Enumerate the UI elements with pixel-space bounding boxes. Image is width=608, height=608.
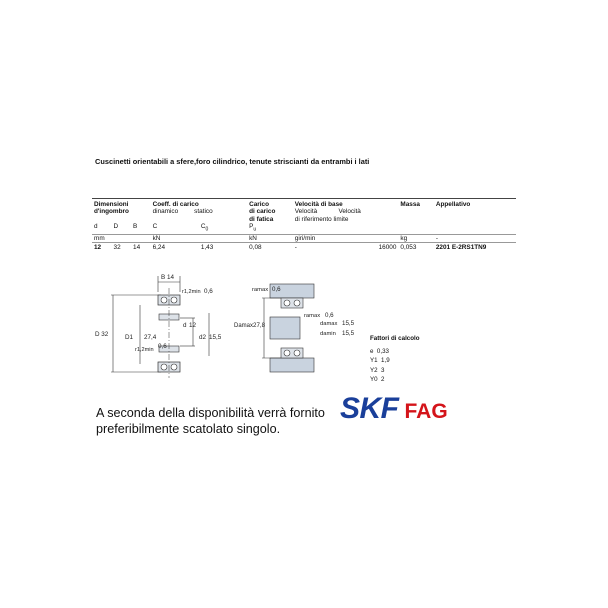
- val-mass: 0,053: [400, 244, 417, 252]
- label-r12min: r1,2min: [182, 289, 201, 295]
- sym-C: C: [152, 223, 158, 231]
- label-D1: D1: [125, 334, 134, 341]
- table-units-row: [92, 234, 516, 242]
- ball: [171, 297, 177, 303]
- shaft: [270, 317, 300, 339]
- label-B: B 14: [161, 274, 174, 281]
- label-d: d: [183, 322, 187, 329]
- label-d-value: 12: [189, 322, 197, 329]
- factor-y0: Y0 2: [370, 376, 385, 383]
- table-header-row: [92, 199, 516, 224]
- unit-designation: -: [434, 234, 516, 242]
- col-speed: Velocità di base Velocità Velocità di riferimento limite: [293, 199, 399, 224]
- brand-logos: [340, 392, 448, 426]
- ball: [171, 364, 177, 370]
- label-D: D 32: [95, 331, 109, 338]
- val-C0: 1,43: [200, 244, 214, 252]
- ball: [284, 350, 290, 356]
- unit-speed: giri/min: [293, 234, 399, 242]
- col-designation: Appellativo: [434, 199, 516, 224]
- availability-note: [96, 405, 325, 437]
- label-damax-value: 15,5: [342, 320, 355, 327]
- label-damin: damin: [320, 331, 336, 337]
- col-mass: Massa: [398, 199, 433, 224]
- label-Damax: Damax: [234, 323, 254, 329]
- label-damax: damax: [320, 321, 338, 327]
- page-title: Cuscinetti orientabili a sfere,foro cilindrico, tenute striscianti da entrambi i lati: [95, 157, 370, 166]
- ball: [284, 300, 290, 306]
- table-row: [92, 243, 516, 252]
- label-r12min-bottom: r1,2min: [135, 347, 154, 353]
- val-B: 14: [133, 244, 141, 252]
- mounting-dimensions-drawing: [232, 276, 362, 380]
- label-Damax-value: 27,8: [253, 322, 266, 329]
- factor-e: e 0,33: [370, 347, 389, 355]
- skf-logo: SKF: [340, 392, 399, 425]
- unit-mass: kg: [398, 234, 433, 242]
- bearing-dimensions-drawing: [95, 268, 235, 386]
- factor-y1: Y1 1,9: [370, 357, 390, 364]
- ball: [294, 300, 300, 306]
- ball: [294, 350, 300, 356]
- val-d: 12: [94, 244, 102, 252]
- val-D: 32: [113, 244, 121, 252]
- label-d2: d2: [199, 334, 207, 341]
- ball: [161, 364, 167, 370]
- unit-mm: mm: [92, 234, 151, 242]
- note-line-2: preferibilmente scatolato singolo.: [96, 422, 281, 436]
- housing-bottom: [270, 358, 314, 372]
- val-C: 6,24: [152, 244, 166, 252]
- factor-y2: Y2 3: [370, 366, 385, 374]
- sym-B: B: [133, 223, 138, 231]
- label-r-val: 0,6: [204, 288, 213, 295]
- sym-Pu: $P_u$: [249, 223, 257, 233]
- sym-C0: $C_0$: [200, 223, 209, 233]
- col-load: Coeff. di carico dinamico statico: [151, 199, 248, 224]
- note-line-1: A seconda della disponibilità verrà fornito: [96, 406, 325, 420]
- val-lim-speed: 16000: [378, 244, 397, 252]
- sym-d: d: [94, 223, 98, 231]
- calculation-factors: [370, 334, 420, 385]
- label-ramax-2: ramax: [304, 313, 321, 319]
- label-D1-value: 27,4: [144, 334, 157, 341]
- table-symbol-row: [92, 223, 516, 234]
- unit-load: kN: [151, 234, 248, 242]
- label-r-val-bottom: 0,6: [158, 343, 167, 350]
- col-dimensions: Dimensioni d'ingombro: [92, 199, 151, 224]
- unit-fatigue: kN: [247, 234, 293, 242]
- label-ramax: ramax: [252, 287, 269, 293]
- label-ramax-value: 0,6: [272, 286, 281, 293]
- label-d2-value: 15,5: [209, 334, 222, 341]
- factors-heading: Fattori di calcolo: [370, 335, 420, 342]
- label-ramax-2-value: 0,6: [325, 312, 334, 319]
- val-ref-speed: -: [294, 244, 297, 252]
- val-designation: 2201 E-2RS1TN9: [435, 244, 487, 252]
- ball: [161, 297, 167, 303]
- sym-D: D: [113, 223, 119, 231]
- label-damin-value: 15,5: [342, 330, 355, 337]
- fag-logo: FAG: [404, 400, 448, 423]
- val-Pu: 0,08: [249, 244, 262, 252]
- spec-table: [92, 198, 516, 252]
- col-fatigue: Carico di carico di fatica: [247, 199, 293, 224]
